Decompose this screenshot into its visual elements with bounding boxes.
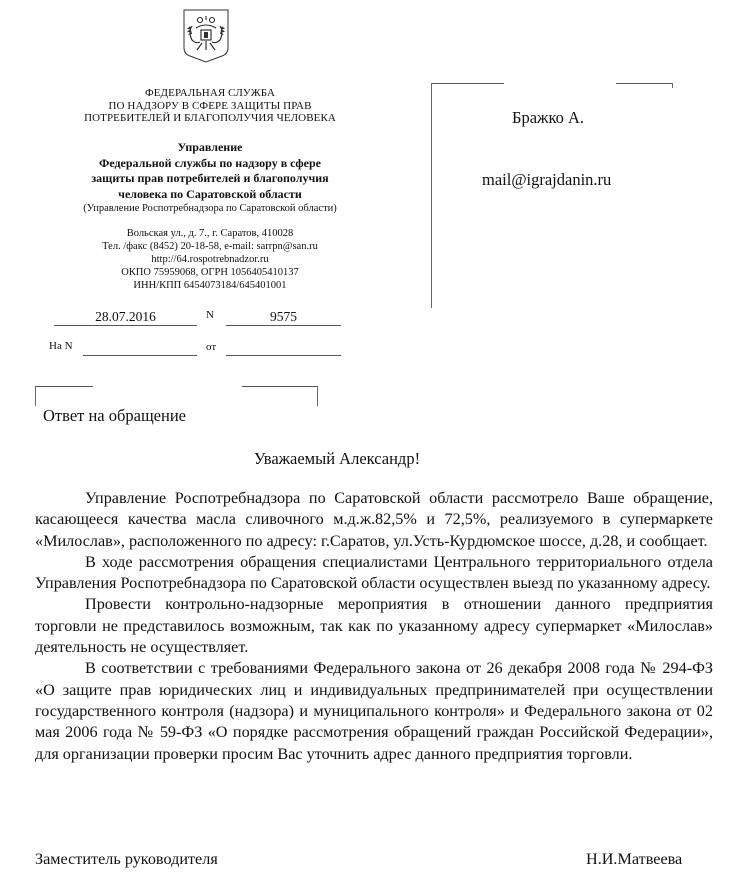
body-paragraph: В ходе рассмотрения обращения специалистами Центрального территориального отдела Управления Роспотребнадзора по Саратовской области осуществлен выезд по указанному адресу. [35,552,713,593]
reply-to-label: На N [49,340,73,352]
russian-coat-of-arms-icon [182,8,230,64]
subject-bracket-right [242,386,318,387]
subject-bracket-right-vertical [317,386,318,406]
body-paragraph: Провести контрольно-надзорные мероприятия в отношении данного предприятия торговли не представилось возможным, так как по указанному адресу супермаркет «Милослав» деятельность не осуществляет. [35,595,713,657]
recipient-bracket-right [616,83,673,84]
subject-bracket-left [35,386,93,387]
recipient-bracket-left [431,83,504,84]
agency-line: ПОТРЕБИТЕЛЕЙ И БЛАГОПОЛУЧИЯ ЧЕЛОВЕКА [84,112,336,124]
phone-email: Тел. /факс (8452) 20-18-58, e-mail: sarrpn@san.ru [102,241,318,252]
signature-position: Заместитель руководителя [35,850,218,868]
agency-line: ФЕДЕРАЛЬНАЯ СЛУЖБА [144,87,276,99]
signature-name: Н.И.Матвеева [586,850,683,868]
letter-body [35,488,713,765]
okpo-ogrn: ОКПО 75959068, ОГРН 1056405410137 [121,267,299,278]
website: http://64.rospotrebnadzor.ru [151,254,269,265]
body-paragraph: Управление Роспотребнадзора по Саратовской области рассмотрело Ваше обращение, касающееся качества масла сливочного м.д.ж.82,5% и 72,5%, реализуемого в супермаркете «Милослав», расположенного по адресу: г.Саратов, ул.Усть-Курдюмское шоссе, д.28, и сообщает. [35,489,713,550]
salutation: Уважаемый Александр! [253,449,421,468]
department-name [50,140,370,202]
agency-line: ПО НАДЗОРУ В СФЕРЕ ЗАЩИТЫ ПРАВ [108,99,312,112]
inn-kpp: ИНН/КПП 6454073184/645401001 [133,280,287,291]
department-line: Управление [177,140,243,154]
body-paragraph: В соответствии с требованиями Федерального закона от 26 декабря 2008 года № 294-ФЗ «О защите прав юридических лиц и индивидуальных предпринимателей при осуществлении государственного контроля (надзора) и муниципального контроля» и Федерального закона от 02 мая 2006 года № 59-ФЗ «О порядке рассмотрения обращений граждан Российской Федерации», для организации проверки просим Вас уточнить адрес данного предприятия торговли. [35,659,713,763]
recipient-name: Бражко А. [512,108,585,127]
department-line: Федеральной службы по надзору в сфере [99,155,321,170]
registration-date: 28.07.2016 [95,309,156,324]
recipient-bracket-left-vertical [431,83,432,308]
department-short-name: (Управление Роспотребнадзора по Саратовской области) [83,203,337,214]
date-underline [54,325,197,326]
agency-name [50,87,370,125]
contact-block [50,227,370,292]
from-underline [226,355,341,356]
registration-number: 9575 [270,309,297,324]
address: Вольская ул., д. 7., г. Саратов, 410028 [126,228,294,239]
subject: Ответ на обращение [43,406,186,425]
number-label: N [206,309,214,321]
recipient-email: mail@igrajdanin.ru [482,170,612,189]
recipient-bracket-right-vertical [672,83,673,88]
number-underline [226,325,341,326]
subject-bracket-left-vertical [35,386,36,406]
reply-to-underline [83,355,197,356]
department-line: человека по Саратовской области [118,186,302,201]
department-line: защиты прав потребителей и благополучия [91,171,329,185]
from-label: от [206,341,217,353]
